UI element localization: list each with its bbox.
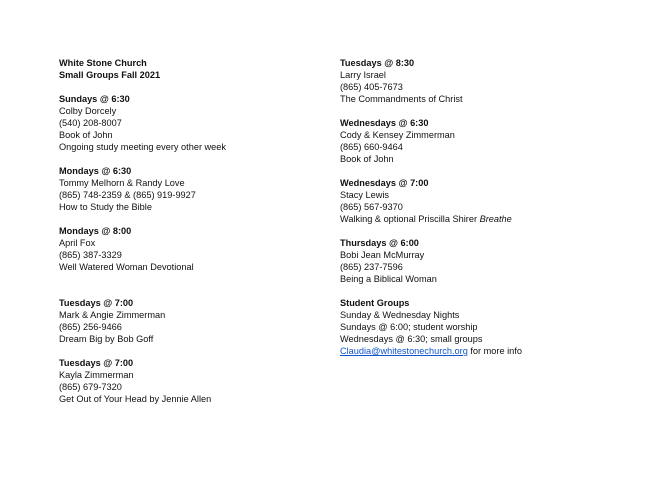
group-phone: (540) 208-8007 [59,118,122,128]
church-name: White Stone Church [59,58,147,68]
group-phone: (865) 567-9370 [340,202,403,212]
group-time: Tuesdays @ 7:00 [59,358,134,368]
student-groups-wednesday: Wednesdays @ 6:30; small groups [340,334,483,344]
group-mondays-800 [59,225,319,273]
contact-email-link[interactable]: Claudia@whitestonechurch.org [340,346,468,356]
group-topic-italic: Breathe [479,214,512,224]
group-topic: The Commandments of Christ [340,94,463,104]
contact-email-suffix: for more info [467,346,522,356]
student-groups-days: Sunday & Wednesday Nights [340,310,460,320]
group-phone: (865) 405-7673 [340,82,403,92]
group-leader: Mark & Angie Zimmerman [59,310,166,320]
group-leader: Larry Israel [340,70,386,80]
group-topic: Dream Big by Bob Goff [59,334,154,344]
group-leader: Colby Dorcely [59,106,117,116]
group-time: Tuesdays @ 7:00 [59,298,134,308]
group-topic [340,213,620,225]
group-time: Tuesdays @ 8:30 [340,58,415,68]
document-subtitle: Small Groups Fall 2021 [59,70,161,80]
group-mondays-630 [59,165,319,213]
student-groups-contact [340,345,620,357]
group-time: Sundays @ 6:30 [59,94,130,104]
group-sundays-630 [59,93,319,153]
group-leader: Bobi Jean McMurray [340,250,425,260]
group-tuesdays-830 [340,57,620,105]
student-groups-heading: Student Groups [340,298,410,308]
group-time: Thursdays @ 6:00 [340,238,419,248]
group-tuesdays-700-a [59,297,319,345]
group-leader: Tommy Melhorn & Randy Love [59,178,185,188]
group-phone: (865) 237-7596 [340,262,403,272]
group-topic: How to Study the Bible [59,202,152,212]
group-topic: Get Out of Your Head by Jennie Allen [59,394,212,404]
group-leader: Kayla Zimmerman [59,370,134,380]
group-leader: April Fox [59,238,96,248]
group-leader: Cody & Kensey Zimmerman [340,130,455,140]
group-thursdays-600 [340,237,620,285]
group-topic: Being a Biblical Woman [340,274,437,284]
group-phone: (865) 256-9466 [59,322,122,332]
group-topic: Book of John [340,154,394,164]
group-phone: (865) 679-7320 [59,382,122,392]
group-topic: Book of John [59,130,113,140]
group-tuesdays-700-b [59,357,319,405]
group-leader: Stacy Lewis [340,190,390,200]
right-column [340,57,620,357]
group-wednesdays-700 [340,177,620,225]
group-phone: (865) 748-2359 & (865) 919-9927 [59,190,196,200]
group-time: Wednesdays @ 6:30 [340,118,429,128]
student-groups-sunday: Sundays @ 6:00; student worship [340,322,478,332]
group-time: Mondays @ 8:00 [59,226,132,236]
group-time: Wednesdays @ 7:00 [340,178,429,188]
group-topic-text: Walking & optional Priscilla Shirer [340,214,480,224]
group-note: Ongoing study meeting every other week [59,142,226,152]
group-topic: Well Watered Woman Devotional [59,262,194,272]
group-time: Mondays @ 6:30 [59,166,132,176]
left-column [59,57,319,405]
student-groups-section [340,297,620,357]
group-phone: (865) 660-9464 [340,142,403,152]
group-wednesdays-630 [340,117,620,165]
group-phone: (865) 387-3329 [59,250,122,260]
